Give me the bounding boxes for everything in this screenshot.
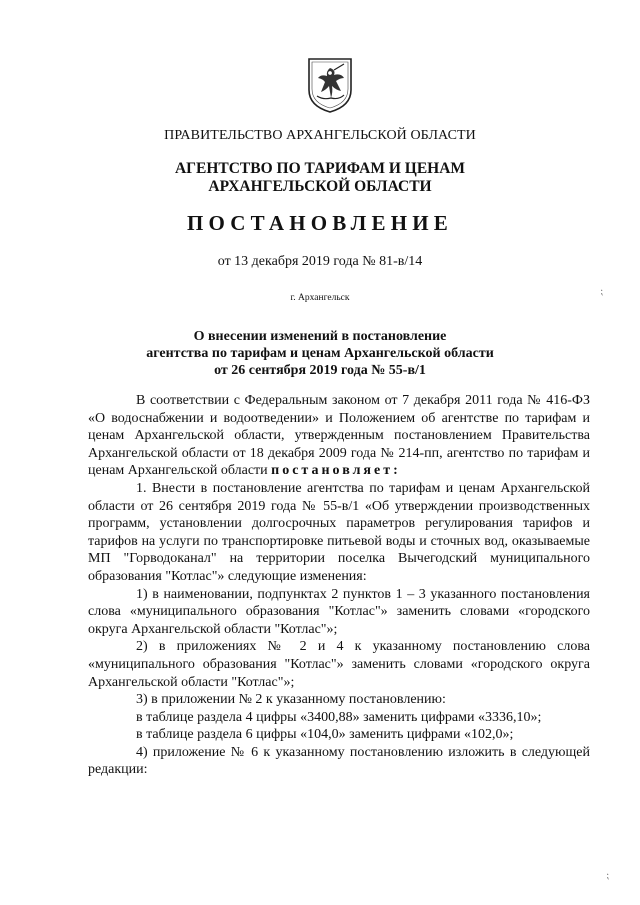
document-type-title: ПОСТАНОВЛЕНИЕ	[186, 211, 454, 235]
subitem-2-paragraph: 2) в приложениях № 2 и 4 к указанному постановлению слова «муниципального образования "Котлас"» заменить словами «городского округа Архангельской области "Котлас"»;	[88, 639, 590, 690]
table-section-4-change: в таблице раздела 4 цифры «3400,88» заменить цифрами «3336,10»;	[136, 709, 542, 725]
decree-date-number: от 13 декабря 2019 года № 81-в/14	[217, 254, 423, 269]
government-name: ПРАВИТЕЛЬСТВО АРХАНГЕЛЬСКОЙ ОБЛАСТИ	[164, 128, 476, 143]
city-name: г. Архангельск	[290, 293, 350, 303]
item-1-paragraph: 1. Внести в постановление агентства по тарифам и ценам Архангельской области от 26 сентября 2019 года № 55-в/1 «Об утверждении производственных программ, установлении долгосрочных параметров регулирования тарифов и тарифов на услуги по транспортировке питьевой воды и сточных вод, оказываемые МП "Горводоканал" на территории поселка Вычегодский муниципального образования "Котлас"» следующие изменения:	[88, 480, 590, 584]
subject-line1: О внесении изменений в постановление	[193, 329, 447, 344]
subitem-4-paragraph: 4) приложение № 6 к указанному постановлению изложить в следующей редакции:	[88, 744, 590, 778]
decree-body	[88, 392, 590, 779]
resolves-word: постановляет:	[271, 463, 401, 479]
subject-line2: агентства по тарифам и ценам Архангельской области	[146, 346, 494, 361]
table-section-6-change: в таблице раздела 6 цифры «104,0» заменить цифрами «102,0»;	[136, 727, 514, 743]
subitem-3-paragraph: 3) в приложении № 2 к указанному постановлению:	[136, 692, 446, 708]
scan-mark: ⁏	[606, 870, 610, 881]
agency-name-line1: АГЕНТСТВО ПО ТАРИФАМ И ЦЕНАМ	[174, 160, 466, 177]
preamble-text: В соответствии с Федеральным законом от 7 декабря 2011 года № 416-ФЗ «О водоснабжении и водоотведении» и Положением об агентстве по тарифам и ценам Архангельской области, утвержденным постановлением Правительства Архангельской области от 18 декабря 2009 года № 214-пп, агентство по тарифам и ценам Архангельской области	[88, 393, 590, 479]
preamble-paragraph	[88, 392, 590, 480]
subitem-1-paragraph: 1) в наименовании, подпунктах 2 пунктов 1 – 3 указанного постановления слова «муниципального образования "Котлас"» заменить словами «городского округа Архангельской области "Котлас"»;	[88, 586, 590, 637]
decree-subject	[0, 328, 640, 379]
agency-name	[0, 160, 640, 196]
agency-name-line2: АРХАНГЕЛЬСКОЙ ОБЛАСТИ	[208, 178, 432, 195]
subject-line3: от 26 сентября 2019 года № 55-в/1	[214, 363, 426, 378]
scan-mark: ⁏	[600, 286, 604, 297]
arkhangelsk-coat-of-arms-icon	[306, 56, 354, 114]
